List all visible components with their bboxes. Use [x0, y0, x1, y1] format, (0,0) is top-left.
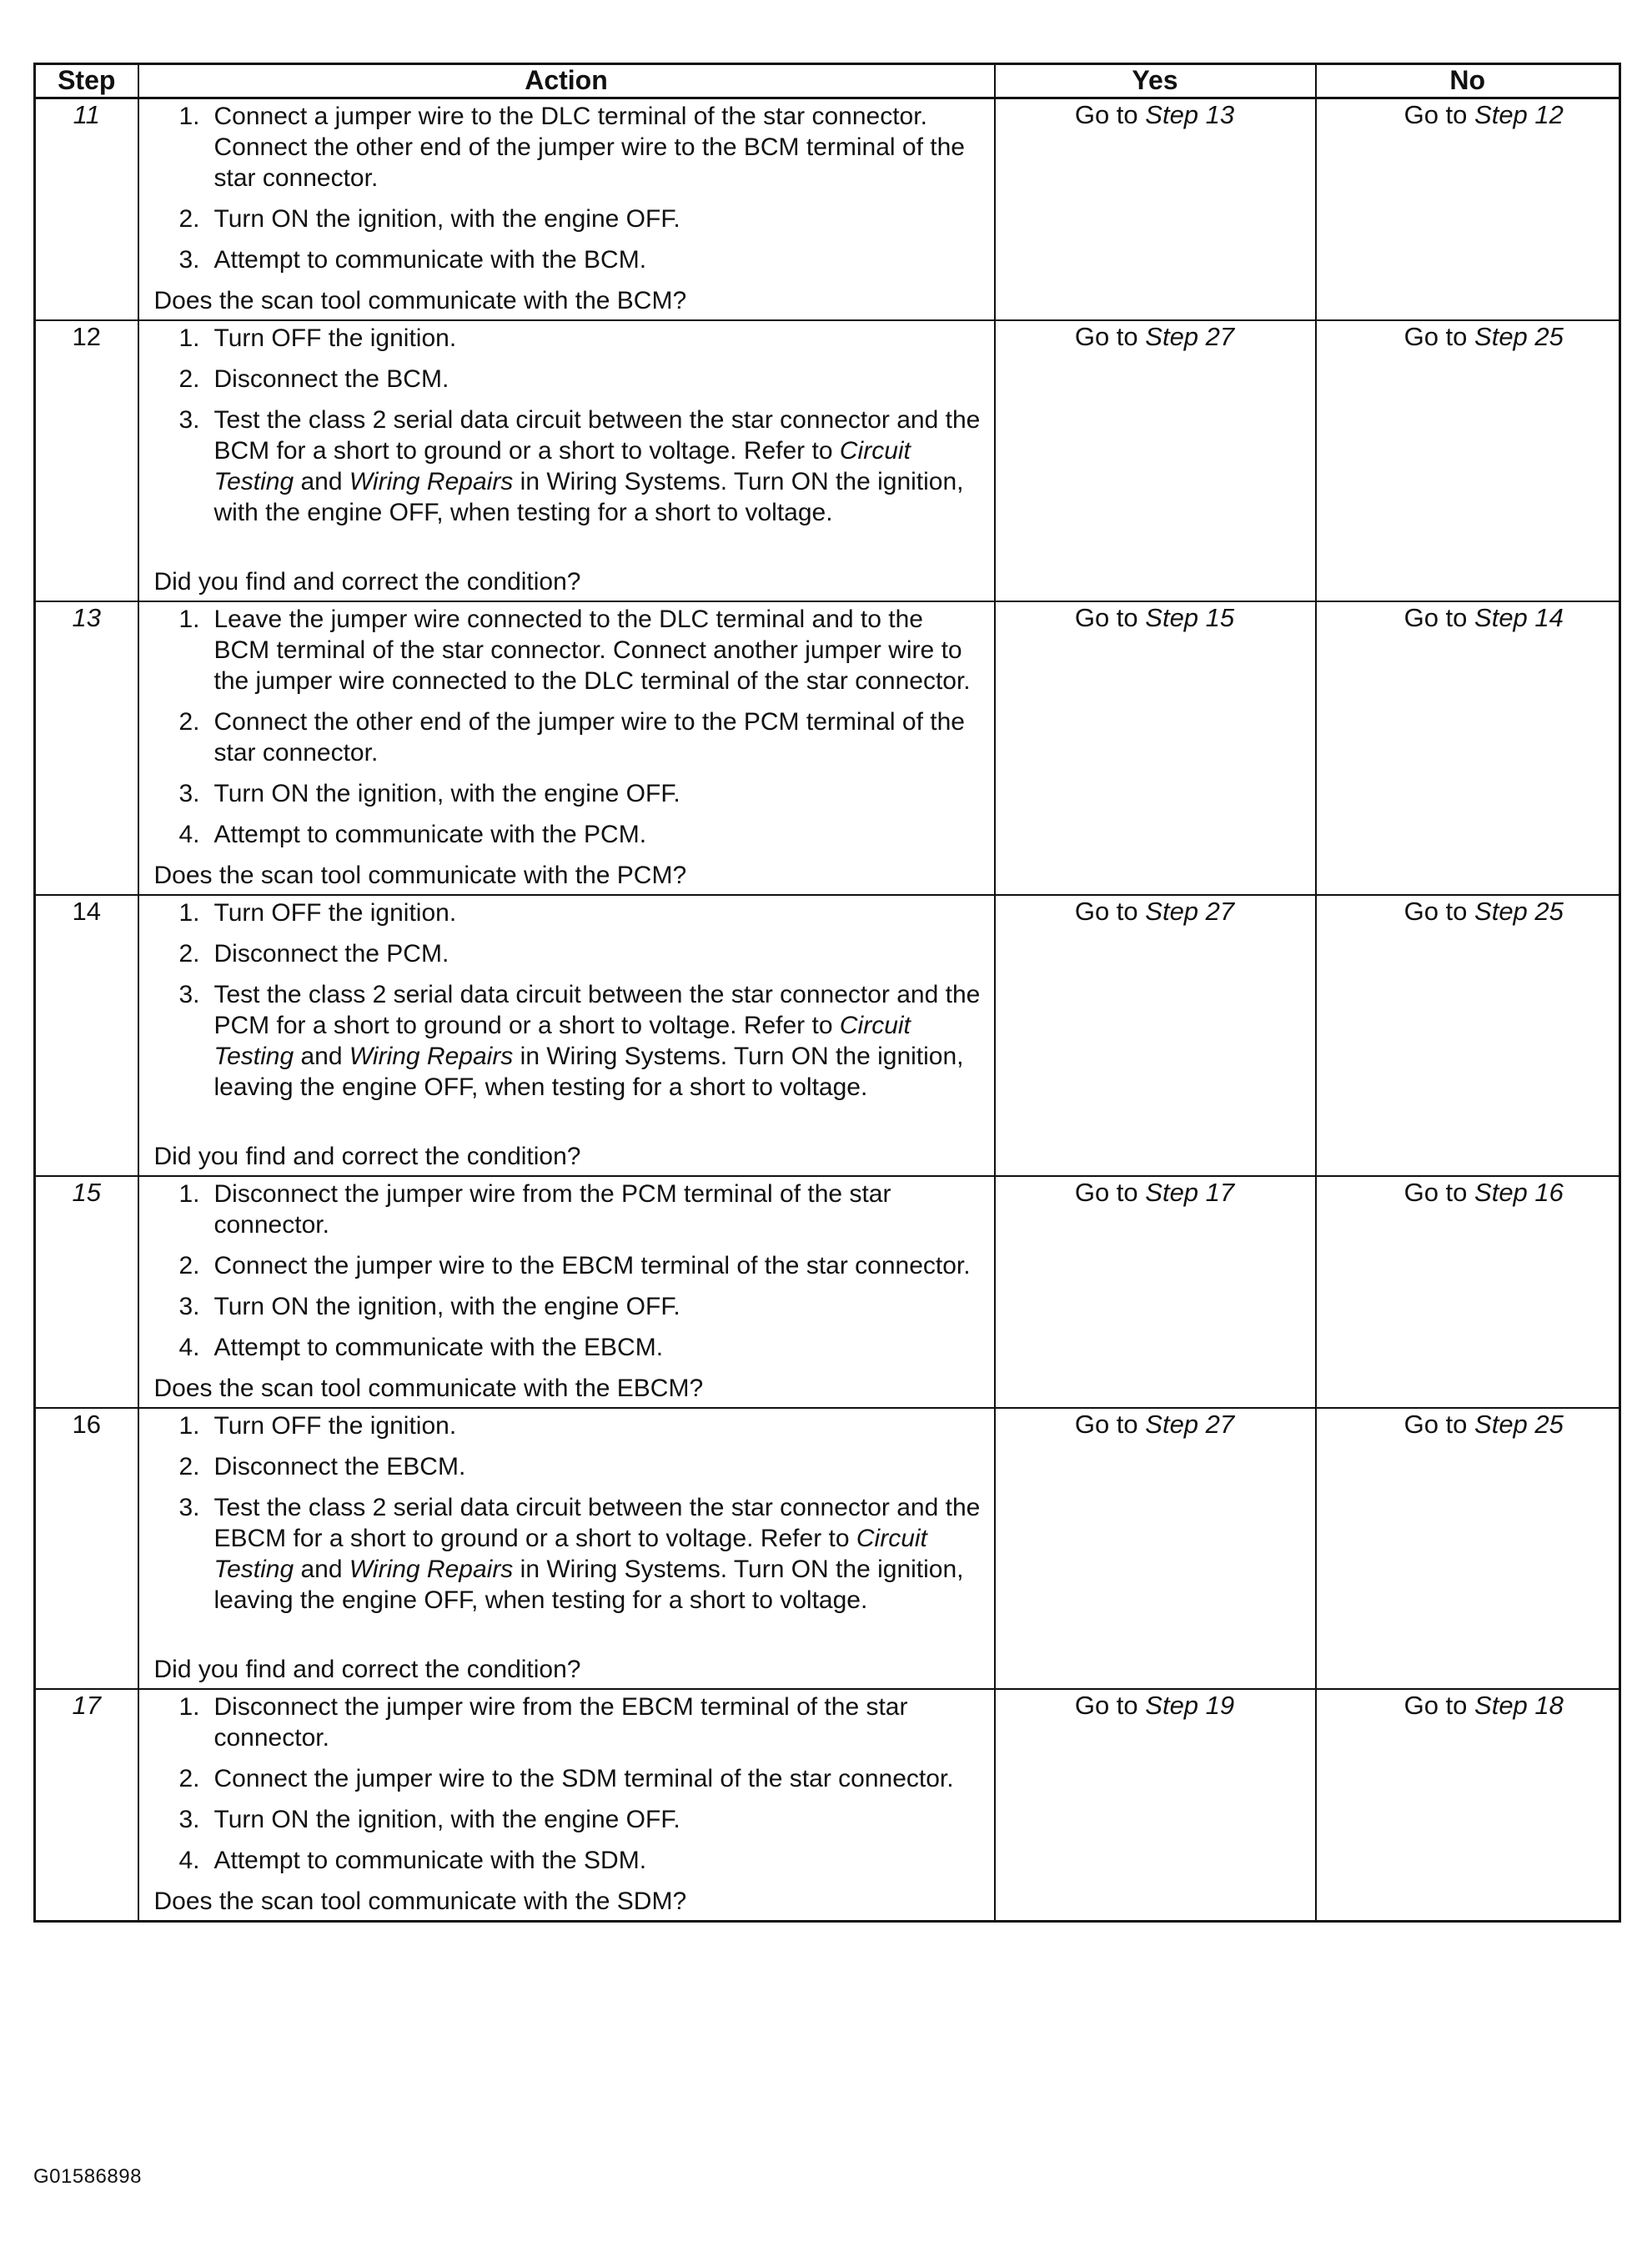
action-item	[154, 778, 984, 809]
yes-goto-prefix: Go to	[1074, 322, 1146, 351]
action-item-number: 2.	[178, 365, 200, 393]
yes-goto-step: Step 27	[1145, 322, 1235, 351]
no-cell	[1316, 601, 1620, 895]
action-item-number: 1.	[178, 606, 200, 633]
action-text: Test the class 2 serial data circuit between the star connector and the BCM for a short to ground or a short to voltage. Refer to	[213, 406, 981, 465]
no-goto-step: Step 14	[1474, 603, 1564, 632]
action-item-number: 4.	[178, 1334, 200, 1361]
action-text: Attempt to communicate with the EBCM.	[213, 1334, 664, 1361]
yes-cell	[995, 1176, 1316, 1408]
reference-link-text: Circuit Testing	[213, 437, 911, 495]
action-cell	[138, 98, 995, 321]
action-item-number: 3.	[178, 1806, 200, 1833]
action-cell	[138, 895, 995, 1176]
action-cell	[138, 1176, 995, 1408]
no-goto-prefix: Go to	[1403, 603, 1475, 632]
action-item-number: 2.	[178, 1765, 200, 1792]
action-item	[154, 1763, 984, 1794]
action-item	[154, 1804, 984, 1835]
no-goto-prefix: Go to	[1403, 1178, 1475, 1207]
yes-cell	[995, 320, 1316, 601]
action-item-number: 3.	[178, 1293, 200, 1320]
action-text: and	[294, 1043, 349, 1070]
reference-link-text: Circuit Testing	[213, 1012, 911, 1070]
action-text: Connect the jumper wire to the SDM terminal of the star connector.	[213, 1765, 954, 1792]
action-item	[154, 1451, 984, 1482]
no-goto-step: Step 25	[1474, 322, 1564, 351]
action-cell	[138, 1689, 995, 1922]
action-text: Connect the other end of the jumper wire to the PCM terminal of the star connector.	[213, 708, 965, 767]
action-text: Turn ON the ignition, with the engine OFF.	[213, 780, 680, 807]
table-row	[35, 1176, 1620, 1408]
yes-goto-step: Step 19	[1145, 1691, 1235, 1720]
action-item	[154, 323, 984, 354]
action-item-number: 1.	[178, 324, 200, 352]
action-text: Turn ON the ignition, with the engine OFF.	[213, 205, 680, 233]
table-row	[35, 1689, 1620, 1922]
action-item	[154, 204, 984, 234]
action-item-number: 3.	[178, 780, 200, 807]
action-item	[154, 1410, 984, 1441]
table-row	[35, 98, 1620, 321]
action-item	[154, 405, 984, 528]
action-text: Attempt to communicate with the PCM.	[213, 821, 647, 848]
action-list	[154, 323, 984, 528]
action-text: Turn ON the ignition, with the engine OFF.	[213, 1806, 680, 1833]
step-number: 15	[35, 1176, 138, 1408]
no-goto-step: Step 25	[1474, 897, 1564, 926]
action-item-number: 2.	[178, 1453, 200, 1480]
action-question: Did you find and correct the condition?	[153, 1143, 581, 1170]
table-row	[35, 601, 1620, 895]
action-item-number: 1.	[178, 899, 200, 927]
yes-goto-prefix: Go to	[1074, 1410, 1146, 1439]
yes-goto-prefix: Go to	[1074, 1691, 1146, 1720]
action-cell	[138, 320, 995, 601]
action-item-number: 3.	[178, 246, 200, 274]
action-list	[154, 1692, 984, 1876]
yes-goto-step: Step 17	[1145, 1178, 1235, 1207]
action-list	[154, 101, 984, 275]
action-item	[154, 979, 984, 1103]
action-text: Disconnect the jumper wire from the PCM terminal of the star connector.	[213, 1180, 891, 1239]
no-goto-step: Step 18	[1474, 1691, 1564, 1720]
reference-link-text: Circuit Testing	[213, 1525, 927, 1583]
action-text: in Wiring Systems. Turn ON the ignition, leaving the engine OFF, when testing for a short to voltage.	[213, 1043, 964, 1101]
action-item	[154, 706, 984, 768]
yes-goto-step: Step 27	[1145, 1410, 1235, 1439]
no-cell	[1316, 1176, 1620, 1408]
step-number: 13	[35, 601, 138, 895]
action-text: and	[294, 468, 349, 495]
action-item	[154, 1692, 984, 1753]
no-goto-step: Step 16	[1474, 1178, 1564, 1207]
action-item	[154, 1845, 984, 1876]
yes-cell	[995, 98, 1316, 321]
action-item	[154, 897, 984, 928]
action-text: Attempt to communicate with the BCM.	[213, 246, 647, 274]
action-item	[154, 1179, 984, 1240]
step-number: 16	[35, 1408, 138, 1689]
yes-cell	[995, 601, 1316, 895]
action-question: Does the scan tool communicate with the SDM?	[153, 1888, 687, 1915]
table-row	[35, 320, 1620, 601]
action-item	[154, 101, 984, 194]
no-goto-prefix: Go to	[1403, 100, 1475, 129]
no-cell	[1316, 895, 1620, 1176]
action-list	[154, 1410, 984, 1616]
action-item	[154, 604, 984, 696]
action-text: Turn OFF the ignition.	[213, 899, 457, 927]
action-item-number: 3.	[178, 981, 200, 1008]
action-text: in Wiring Systems. Turn ON the ignition, leaving the engine OFF, when testing for a short to voltage.	[213, 1556, 964, 1614]
reference-link-text: Wiring Repairs	[349, 1556, 514, 1583]
yes-goto-prefix: Go to	[1074, 1178, 1146, 1207]
action-text: and	[294, 1556, 349, 1583]
action-text: Connect the jumper wire to the EBCM terminal of the star connector.	[213, 1252, 971, 1279]
yes-goto-step: Step 27	[1145, 897, 1235, 926]
yes-goto-prefix: Go to	[1074, 100, 1146, 129]
action-list	[154, 1179, 984, 1363]
header-no: No	[1316, 64, 1620, 98]
action-item-number: 4.	[178, 1847, 200, 1874]
action-question: Does the scan tool communicate with the BCM?	[153, 287, 687, 314]
header-row	[35, 64, 1620, 98]
action-text: Test the class 2 serial data circuit between the star connector and the PCM for a short to ground or a short to voltage. Refer to	[213, 981, 981, 1039]
action-item-number: 2.	[178, 940, 200, 968]
action-item-number: 3.	[178, 406, 200, 434]
action-item	[154, 819, 984, 850]
action-text: Disconnect the PCM.	[213, 940, 449, 968]
no-goto-prefix: Go to	[1403, 897, 1475, 926]
action-cell	[138, 601, 995, 895]
header-step: Step	[35, 64, 138, 98]
no-goto-prefix: Go to	[1403, 1691, 1475, 1720]
action-text: in Wiring Systems. Turn ON the ignition, with the engine OFF, when testing for a short to voltage.	[213, 468, 964, 526]
action-item-number: 2.	[178, 708, 200, 736]
action-item	[154, 244, 984, 275]
action-item	[154, 1250, 984, 1281]
action-text: Disconnect the BCM.	[213, 365, 449, 393]
table-row	[35, 1408, 1620, 1689]
action-item	[154, 1492, 984, 1616]
action-question: Did you find and correct the condition?	[153, 1656, 581, 1683]
yes-goto-prefix: Go to	[1074, 603, 1146, 632]
step-number: 17	[35, 1689, 138, 1922]
action-text: Leave the jumper wire connected to the DLC terminal and to the BCM terminal of the star connector. Connect another jumper wire to the jumper wire connected to the DLC terminal of the star connector.	[213, 606, 971, 695]
no-goto-prefix: Go to	[1403, 1410, 1475, 1439]
action-item-number: 1.	[178, 1412, 200, 1440]
yes-goto-step: Step 13	[1145, 100, 1235, 129]
action-item	[154, 1291, 984, 1322]
action-item-number: 1.	[178, 103, 200, 130]
step-number: 14	[35, 895, 138, 1176]
action-item	[154, 938, 984, 969]
action-list	[154, 604, 984, 850]
action-item-number: 2.	[178, 205, 200, 233]
diagnostic-table	[33, 63, 1621, 1923]
reference-link-text: Wiring Repairs	[349, 468, 514, 495]
no-goto-step: Step 25	[1474, 1410, 1564, 1439]
no-cell	[1316, 98, 1620, 321]
action-item-number: 2.	[178, 1252, 200, 1279]
action-text: Turn ON the ignition, with the engine OFF.	[213, 1293, 680, 1320]
yes-cell	[995, 1408, 1316, 1689]
table-body	[35, 98, 1620, 1922]
action-text: Turn OFF the ignition.	[213, 324, 457, 352]
no-cell	[1316, 1408, 1620, 1689]
no-goto-prefix: Go to	[1403, 322, 1475, 351]
action-text: Turn OFF the ignition.	[213, 1412, 457, 1440]
no-goto-step: Step 12	[1474, 100, 1564, 129]
no-cell	[1316, 320, 1620, 601]
table-row	[35, 895, 1620, 1176]
action-question: Does the scan tool communicate with the EBCM?	[153, 1375, 704, 1402]
header-yes: Yes	[995, 64, 1316, 98]
action-question: Does the scan tool communicate with the PCM?	[153, 862, 687, 889]
action-item	[154, 364, 984, 395]
yes-cell	[995, 895, 1316, 1176]
action-item-number: 1.	[178, 1180, 200, 1208]
step-number: 12	[35, 320, 138, 601]
yes-cell	[995, 1689, 1316, 1922]
action-question: Did you find and correct the condition?	[153, 568, 581, 596]
action-item-number: 1.	[178, 1693, 200, 1721]
header-action: Action	[138, 64, 995, 98]
action-text: Disconnect the EBCM.	[213, 1453, 466, 1480]
action-cell	[138, 1408, 995, 1689]
no-cell	[1316, 1689, 1620, 1922]
action-text: Connect a jumper wire to the DLC terminal of the star connector. Connect the other end of the jumper wire to the BCM terminal of the star connector.	[213, 103, 965, 192]
figure-id: G01586898	[33, 2165, 142, 2188]
action-item-number: 4.	[178, 821, 200, 848]
action-list	[154, 897, 984, 1103]
action-text: Attempt to communicate with the SDM.	[213, 1847, 647, 1874]
action-text: Disconnect the jumper wire from the EBCM terminal of the star connector.	[213, 1693, 908, 1752]
reference-link-text: Wiring Repairs	[349, 1043, 514, 1070]
action-item-number: 3.	[178, 1494, 200, 1521]
yes-goto-prefix: Go to	[1074, 897, 1146, 926]
action-item	[154, 1332, 984, 1363]
action-text: Test the class 2 serial data circuit between the star connector and the EBCM for a short to ground or a short to voltage. Refer to	[213, 1494, 981, 1552]
step-number: 11	[35, 98, 138, 321]
yes-goto-step: Step 15	[1145, 603, 1235, 632]
